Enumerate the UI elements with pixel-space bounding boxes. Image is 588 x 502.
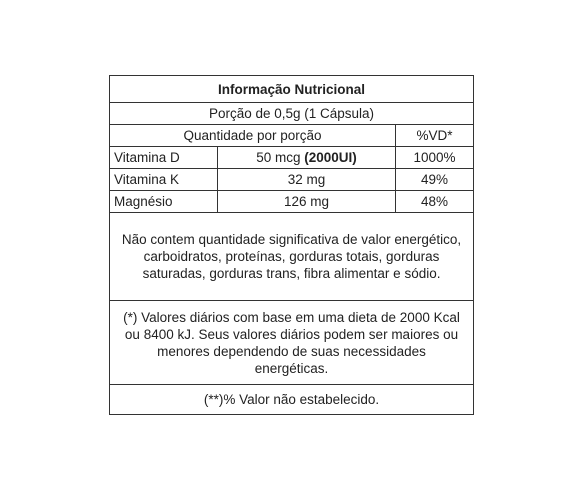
quantity-header: Quantidade por porção bbox=[110, 125, 396, 147]
nutrient-row-vitamin-d bbox=[110, 147, 474, 169]
nutrient-amount: 32 mg bbox=[218, 169, 396, 191]
portion-text: Porção de 0,5g (1 Cápsula) bbox=[110, 103, 474, 125]
nutrient-amount bbox=[218, 147, 396, 169]
nutrient-amount-ui: (2000UI) bbox=[304, 150, 357, 165]
note-row-insignificant bbox=[110, 213, 474, 301]
note-insignificant: Não contem quantidade significativa de valor energético, carboidratos, proteínas, gorduras totais, gorduras saturadas, gorduras trans, fibra alimentar e sódio. bbox=[110, 213, 474, 301]
note-row-not-established bbox=[110, 385, 474, 415]
vd-header: %VD* bbox=[396, 125, 474, 147]
nutrient-vd: 1000% bbox=[396, 147, 474, 169]
nutrient-row-vitamin-k bbox=[110, 169, 474, 191]
portion-row bbox=[110, 103, 474, 125]
nutrition-facts-table bbox=[109, 75, 474, 415]
nutrient-amount-value: 50 mcg bbox=[256, 150, 301, 165]
title-row bbox=[110, 76, 474, 103]
header-row bbox=[110, 125, 474, 147]
nutrient-amount: 126 mg bbox=[218, 191, 396, 213]
table-title: Informação Nutricional bbox=[110, 76, 474, 103]
nutrient-vd: 49% bbox=[396, 169, 474, 191]
note-not-established: (**)% Valor não estabelecido. bbox=[110, 385, 474, 415]
nutrient-row-magnesium bbox=[110, 191, 474, 213]
nutrient-name: Vitamina D bbox=[110, 147, 218, 169]
nutrient-name: Magnésio bbox=[110, 191, 218, 213]
note-daily-values: (*) Valores diários com base em uma dieta de 2000 Kcal ou 8400 kJ. Seus valores diários podem ser maiores ou menores dependendo de suas necessidades energéticas. bbox=[110, 301, 474, 385]
note-row-daily-values bbox=[110, 301, 474, 385]
nutrient-name: Vitamina K bbox=[110, 169, 218, 191]
nutrient-vd: 48% bbox=[396, 191, 474, 213]
